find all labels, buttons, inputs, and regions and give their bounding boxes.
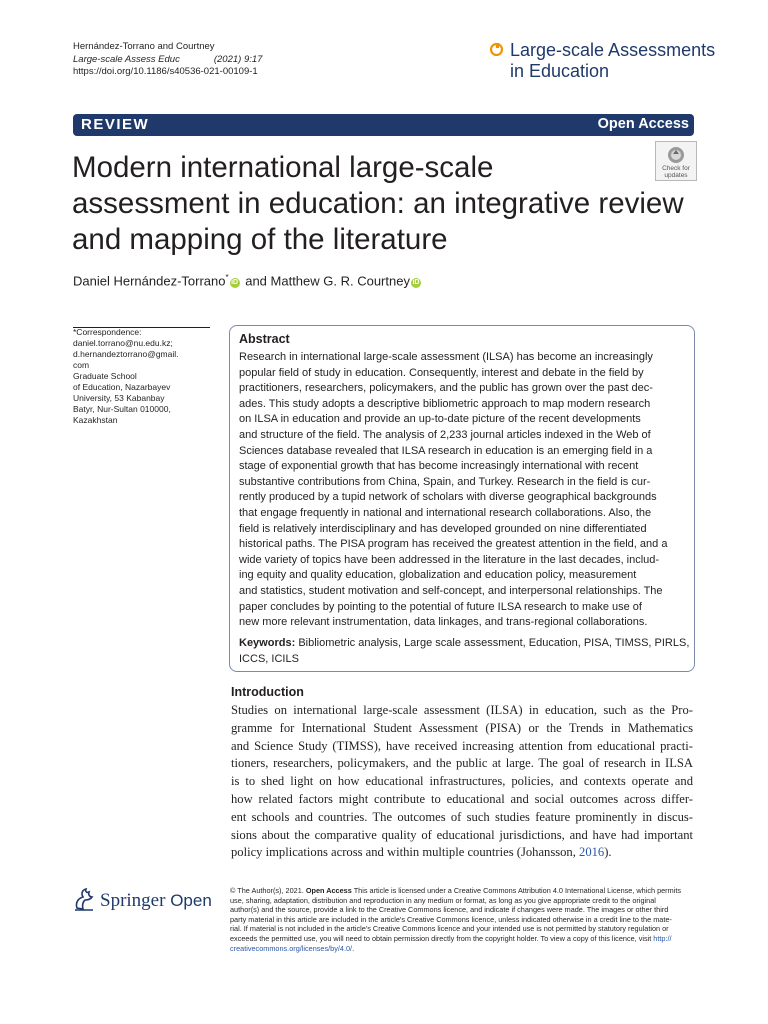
check-for-updates-line2: updates <box>664 172 688 179</box>
body-line: sions about the comparative quality of educational jurisdictions, and have had important <box>231 827 693 842</box>
body-line: how related factors might contribute to educational and social outcomes across differ- <box>231 791 693 806</box>
keywords-line: Bibliometric analysis, Large scale assessment, Education, PISA, TIMSS, PIRLS, <box>298 637 690 649</box>
body-text: ). <box>604 845 612 860</box>
abstract-line: rently produced by a tupid network of scholars with diverse geographical backgrounds <box>239 491 657 504</box>
abstract-line: Research in international large-scale assessment (ILSA) has become an increasingly <box>239 351 653 363</box>
license-line: This article is licensed under a Creative Commons Attribution 4.0 International License, which permits <box>351 886 681 895</box>
body-line: and Science Study (TIMSS), have received increasing attention from educational practi- <box>231 738 693 753</box>
abstract-line: popular field of study in education. Consequently, interest and debate in the field by <box>239 366 644 379</box>
citation-header <box>73 41 262 79</box>
citation-authors: Hernández-Torrano and Courtney <box>73 41 215 52</box>
correspondence-line: Graduate School <box>73 371 137 381</box>
license-url-link[interactable]: creativecommons.org/licenses/by/4.0/ <box>230 943 353 953</box>
abstract-line: stage of exponential growth that has become increasingly international with recent <box>239 460 639 473</box>
correspondence-line: *Correspondence: <box>73 327 142 337</box>
body-line-last <box>231 844 693 862</box>
introduction-heading: Introduction <box>231 685 304 699</box>
abstract-line: on ILSA in education and provide an up-to-date picture of the recent developments <box>239 413 641 426</box>
journal-name <box>510 40 715 82</box>
license-line: rial. If material is not included in the article's Creative Commons licence and your intended use is not permitted by statutory regulation or <box>230 924 669 934</box>
correspondence-email[interactable]: daniel.torrano@nu.edu.kz; <box>73 338 173 348</box>
article-type-label: REVIEW <box>81 116 150 133</box>
publisher-suffix: Open <box>170 891 212 910</box>
journal-name-line2: in Education <box>510 61 610 81</box>
abstract-line: ing equity and quality education, globalization and education policy, measurement <box>239 569 637 582</box>
abstract-line: and structure of the field. The analysis of 2,233 journal articles indexed in the Web of <box>239 428 651 441</box>
abstract-line: Sciences database revealed that ILSA research in education is an emerging field in a <box>239 444 653 457</box>
article-title <box>72 150 692 258</box>
body-text: policy implications across and within multiple countries (Johansson, <box>231 845 580 860</box>
publisher-logo <box>73 886 223 916</box>
author-name: Daniel Hernández-Torrano <box>73 273 226 289</box>
keywords-line: ICCS, ICILS <box>239 652 299 665</box>
license-lead: © The Author(s), 2021. <box>230 886 306 895</box>
introduction-text <box>231 702 693 862</box>
article-type-bar <box>73 114 694 136</box>
orcid-icon[interactable]: iD <box>412 279 420 287</box>
citation-link[interactable]: 2016 <box>579 845 605 860</box>
springer-horse-icon <box>73 886 95 912</box>
body-line: tioners, researchers, policymakers, and the public at large. The goal of research in ILSA <box>231 756 693 771</box>
correspondence-line: of Education, Nazarbayev <box>73 382 171 392</box>
correspondence-block <box>73 327 213 426</box>
license-url-link[interactable]: http:// <box>653 933 672 943</box>
abstract-heading: Abstract <box>239 332 290 346</box>
license-line: use, sharing, adaptation, distribution and reproduction in any medium or format, as long as you give appropriate credit to the original <box>230 895 656 905</box>
journal-name-line1: Large-scale Assessments <box>510 40 716 60</box>
check-for-updates-button[interactable] <box>655 141 697 181</box>
body-line: Studies on international large-scale assessment (ILSA) in education, such as the Pro- <box>231 703 693 717</box>
license-text <box>230 886 696 953</box>
abstract-line: field is relatively interdisciplinary and has developed grounded on nine differentiated <box>239 522 647 535</box>
abstract-line: paper concludes by pointing to the potential of future ILSA research to make use of <box>239 600 642 613</box>
correspondence-email[interactable]: d.hernandeztorrano@gmail. <box>73 349 179 359</box>
publisher-name: Springer <box>100 890 166 911</box>
correspondence-line: Kazakhstan <box>73 415 118 425</box>
journal-abbrev: Large-scale Assess Educ <box>73 53 180 65</box>
author-name: and Matthew G. R. Courtney <box>241 273 410 289</box>
abstract-text <box>239 350 689 631</box>
keywords <box>239 636 689 667</box>
abstract-line: wide variety of topics have been addressed in the literature in the last decades, includ- <box>239 553 660 566</box>
abstract-line: historical paths. The PISA program has received the greatest attention in the field, and a <box>239 538 668 551</box>
abstract-line: ades. This study adopts a descriptive bibliometric approach to map modern research <box>239 397 651 410</box>
volume-info: (2021) 9:17 <box>213 53 263 65</box>
body-line: is to shed light on how educational infrastructures, policies, and contexts operate and <box>231 774 693 789</box>
abstract-line: substantive contributions from China, Spain, and Turkey. Research in the field is cur- <box>239 475 651 488</box>
body-line: gramme for International Student Assessment (PISA) or the Trends in Mathematics <box>231 720 693 735</box>
title-line: Modern international large-scale <box>72 151 494 184</box>
correspondence-line: Batyr, Nur-Sultan 010000, <box>73 404 171 414</box>
abstract-line: that engage frequently in national and international research collaborations. Also, the <box>239 506 652 519</box>
check-for-updates-icon <box>667 146 685 164</box>
open-access-label: Open Access <box>597 116 689 132</box>
author-list <box>73 273 423 288</box>
title-line: and mapping of the literature <box>72 223 448 256</box>
license-line: party material in this article are included in the article's Creative Commons licence, unless indicated otherwise in a credit line to the mate- <box>230 914 672 924</box>
body-line: ent schools and countries. The outcomes of such studies feature prominently in discus- <box>231 809 693 824</box>
abstract-line: and statistics, student motivation and self-concept, and interpersonal relationships. The <box>239 584 663 597</box>
journal-logo-icon <box>490 43 503 56</box>
correspondence-line: University, 53 Kabanbay <box>73 393 165 403</box>
abstract-line: new more relevant instrumentation, data linkages, and trans-regional collaborations. <box>239 616 648 629</box>
orcid-icon[interactable]: iD <box>231 279 239 287</box>
correspondence-line: com <box>73 360 90 370</box>
check-for-updates-line1: Check for <box>662 165 690 172</box>
license-line: . <box>352 943 355 953</box>
abstract-line: practitioners, researchers, policymakers, and the public has grown over the past dec- <box>239 382 653 395</box>
corresponding-mark: * <box>225 273 229 282</box>
license-line: exceeds the permitted use, you will need to obtain permission directly from the copyright holder. To view a copy of this licence, visit <box>230 933 654 943</box>
keywords-label: Keywords: <box>239 637 296 649</box>
license-line: author(s) and the source, provide a link to the Creative Commons licence, and indicate if changes were made. The images or other third <box>230 905 669 915</box>
title-line: assessment in education: an integrative review <box>72 187 684 220</box>
abstract-box <box>229 325 695 672</box>
license-open-access: Open Access <box>305 886 352 895</box>
doi-link[interactable]: https://doi.org/10.1186/s40536-021-00109-1 <box>73 66 258 77</box>
